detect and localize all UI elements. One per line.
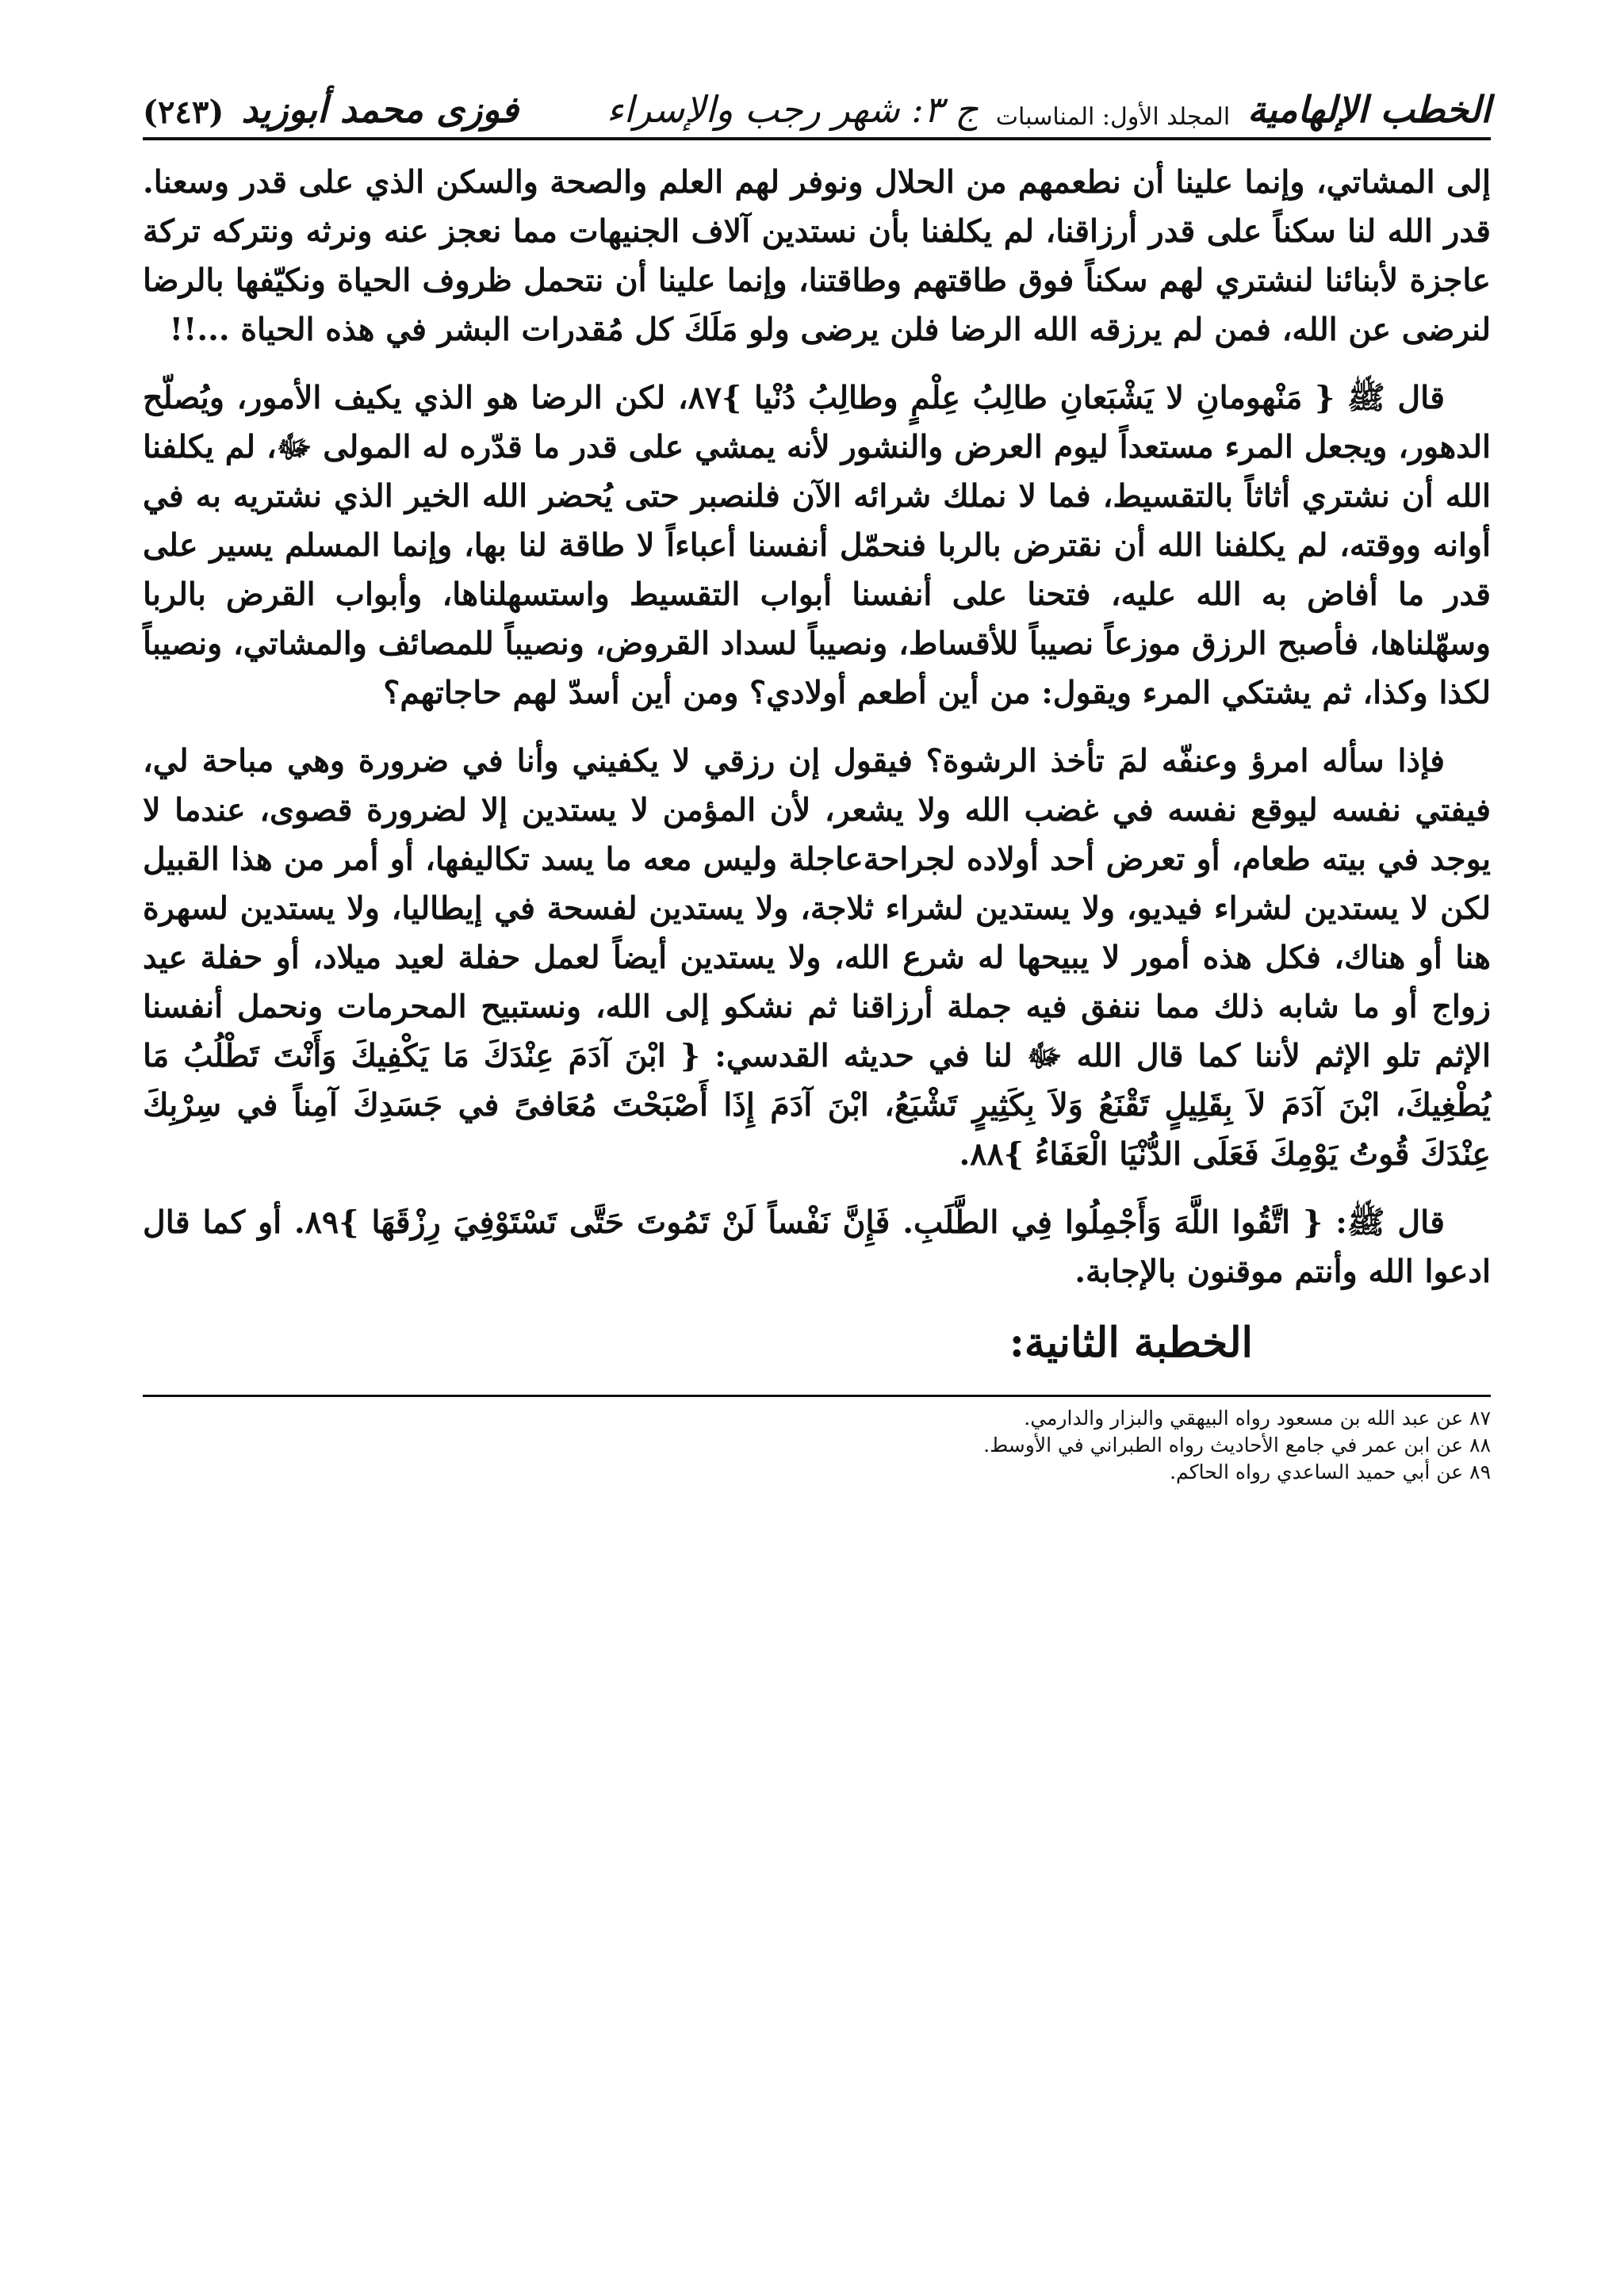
footnote-88: ٨٨ عن ابن عمر في جامع الأحاديث رواه الطبراني في الأوسط. [983,1434,1491,1457]
footnote-87: ٨٧ عن عبد الله بن مسعود رواه البيهقي والبزار والدارمي. [1024,1407,1491,1430]
paragraph-4: قال ﷺ: { اتَّقُوا اللَّهَ وَأَجْمِلُوا فِي الطَّلَبِ. فَإِنَّ نَفْساً لَنْ تَمُوتَ حَتَّى تَسْتَوْفِيَ رِزْقَهَا }٨٩. أو كما قال ادعوا الله وأنتم موقنون بالإجابة. [143,1204,1491,1290]
running-header [143,75,1491,140]
section-heading: الخطبة الثانية: [1009,1319,1253,1367]
book-title: الخطب الإلهامية [1247,88,1491,131]
body-text [143,158,1491,1371]
paragraph-2: قال ﷺ { مَنْهومانِ لا يَشْبَعانِ طالِبُ عِلْمٍ وطالِبُ دُنْيا }٨٧، لكن الرضا هو الذي يكيف الأمور، ويُصلّح الدهور، ويجعل المرء مستعداً ليوم العرض والنشور لأنه يمشي على قدر ما قدّره له المولى ﷻ، لم يكلفنا الله أن نشتري أثاثاً بالتقسيط، فما لا نملك شرائه الآن فلنصبر حتى يُحضر الله الخير الذي نشتريه به في أوانه ووقته، لم يكلفنا الله أن نقترض بالربا فنحمّل أنفسنا أعباءاً لا طاقة لنا بها، وإنما المسلم يسير على قدر ما أفاض به الله عليه، فتحنا على أنفسنا أبواب التقسيط واستسهلناها، وأبواب القرض بالربا وسهّلناها، فأصبح الرزق موزعاً نصيباً للأقساط، ونصيباً لسداد القروض، ونصيباً للمصائف والمشاتي، ونصيباً لكذا وكذا، ثم يشتكي المرء ويقول: من أين أطعم أولادي؟ ومن أين أسدّ لهم حاجاتهم؟ [143,380,1491,711]
volume-label: المجلد الأول: المناسبات [995,103,1231,131]
footnote-89: ٨٩ عن أبي حميد الساعدي رواه الحاكم. [1170,1460,1491,1483]
author-name: فوزى محمد أبوزيد [241,88,519,131]
paragraph-3: فإذا سأله امرؤ وعنفّه لمَ تأخذ الرشوة؟ فيقول إن رزقي لا يكفيني وأنا في ضرورة وهي مباحة لي، فيفتي نفسه ليوقع نفسه في غضب الله ولا يشعر، لأن المؤمن لا يستدين إلا لضرورة قصوى، عندما لا يوجد في بيته طعام، أو تعرض أحد أولاده لجراحةعاجلة وليس معه ما يسد تكاليفها، أو أمر من هذا القبيل لكن لا يستدين لشراء فيديو، ولا يستدين لشراء ثلاجة، ولا يستدين لفسحة في إيطاليا، ولا يستدين لسهرة هنا أو هناك، فكل هذه أمور لا يبيحها له شرع الله، ولا يستدين أيضاً لعمل حفلة لعيد ميلاد، أو حفلة عيد زواج أو ما شابه ذلك مما ننفق فيه جملة أرزاقنا ثم نشكو إلى الله، ونستبيح المحرمات ونحمل أنفسنا الإثم تلو الإثم لأننا كما قال الله ﷻ لنا في حديثه القدسي: { ابْنَ آدَمَ عِنْدَكَ مَا يَكْفِيكَ وَأَنْتَ تَطْلُبُ مَا يُطْغِيكَ، ابْنَ آدَمَ لاَ بِقَلِيلٍ تَقْنَعُ وَلاَ بِكَثِيرٍ تَشْبَعُ، ابْنَ آدَمَ إِذَا أَصْبَحْتَ مُعَافىً في جَسَدِكَ آمِناً في سِرْبِكَ عِنْدَكَ قُوتُ يَوْمِكَ فَعَلَى الدُّنْيَا الْعَفَاءُ }٨٨. [143,743,1491,1173]
document-page [143,75,1491,1486]
header-right-group [607,88,1491,131]
page-number: (٢٤٣) [143,94,224,131]
paragraph-1: إلى المشاتي، وإنما علينا أن نطعمهم من الحلال ونوفر لهم العلم والصحة والسكن الذي على قدر وسعنا. قدر الله لنا سكناً على قدر أرزاقنا، لم يكلفنا بأن نستدين آلاف الجنيهات مما نعجز عنه ونرثه ونتركه تركة عاجزة لأبنائنا لنشتري لهم سكناً فوق طاقتهم وطاقتنا، وإنما علينا أن نتحمل ظروف الحياة ونكيّفها بالرضا لنرضى عن الله، فمن لم يرزقه الله الرضا فلن يرضى ولو مَلَكَ كل مُقدرات البشر في هذه الحياة ...!! [143,164,1491,348]
footnotes [143,1395,1491,1486]
header-left-group [143,88,519,131]
part-label: ج ٣: شهر رجب والإسراء [606,88,979,131]
